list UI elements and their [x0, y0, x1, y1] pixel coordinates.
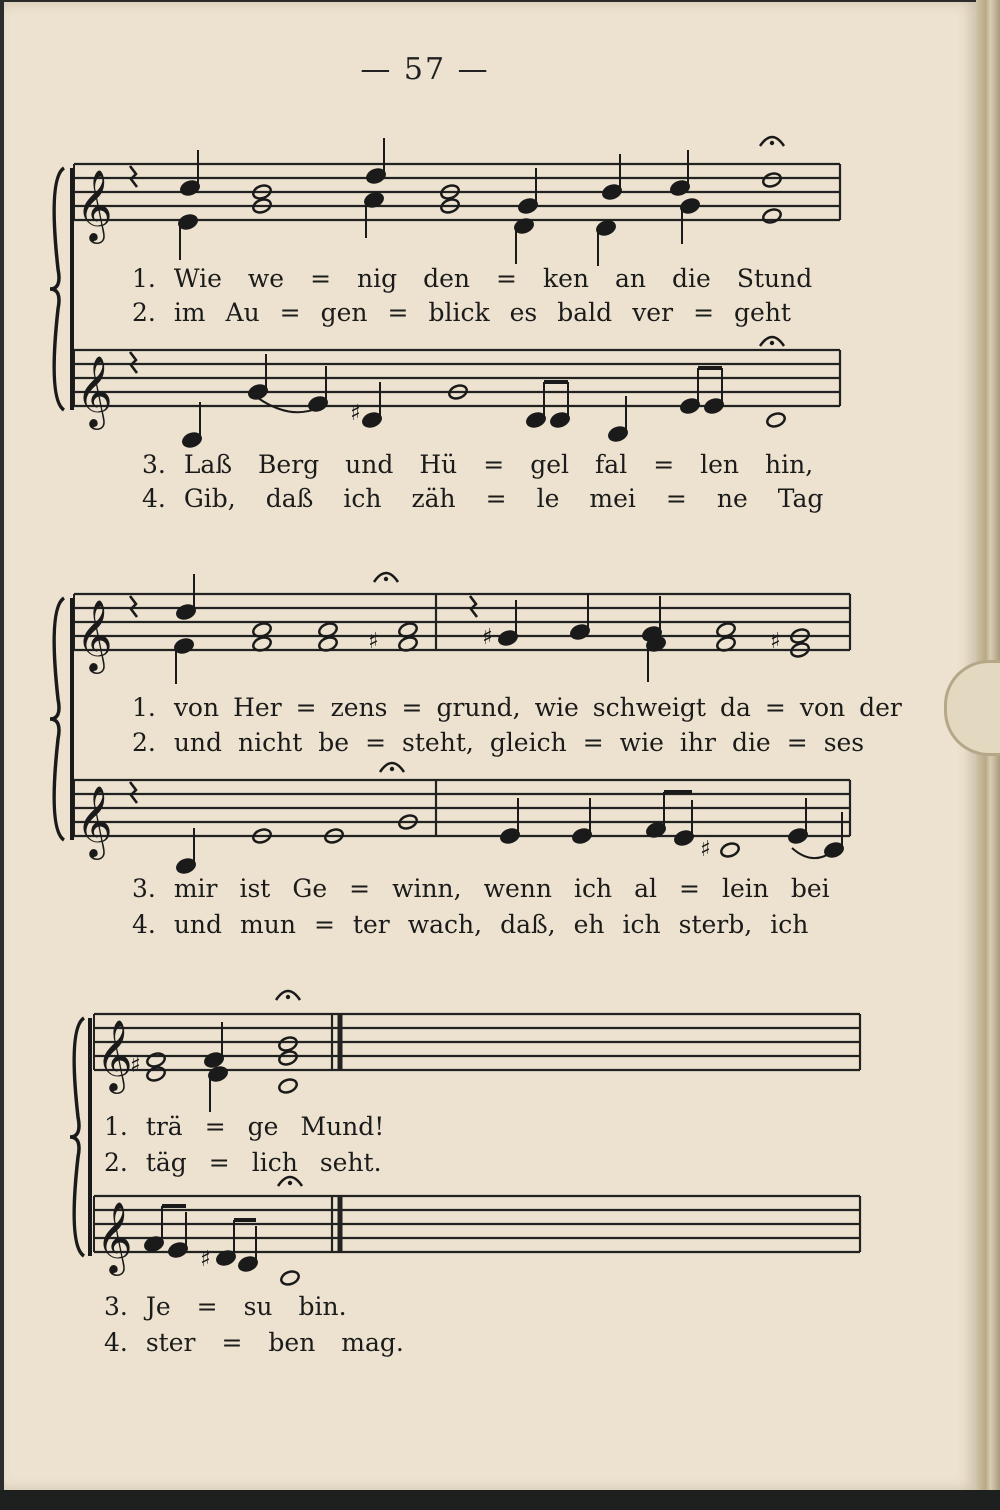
lyric-line-s1-v1	[132, 264, 812, 293]
lyric-syllable: wenn	[483, 874, 553, 903]
sharp-icon: ♯	[200, 1247, 211, 1272]
lyric-words	[164, 910, 809, 939]
lyric-line-s3-v1	[104, 1112, 384, 1141]
lyric-syllable: trä	[145, 1112, 183, 1141]
lyric-syllable: Stund	[736, 264, 813, 293]
lyric-words	[136, 1112, 385, 1141]
lyric-syllable: wie	[534, 693, 579, 722]
lyric-syllable: gel	[530, 450, 570, 479]
lyric-syllable: =	[208, 1148, 230, 1177]
lyric-syllable: wach,	[407, 910, 483, 939]
lyric-syllable: bin.	[298, 1292, 347, 1321]
lyric-syllable: gleich	[489, 728, 567, 757]
lyric-syllable: we	[247, 264, 285, 293]
treble-clef-icon: 𝄞	[76, 168, 113, 241]
system-brace	[50, 598, 64, 840]
lyric-syllable: und	[173, 910, 223, 939]
page-number: — 57 —	[360, 52, 490, 87]
lyric-syllable: Mund!	[300, 1112, 385, 1141]
note	[719, 841, 740, 858]
lyric-syllable: ster	[145, 1328, 196, 1357]
lyric-syllable: an	[615, 264, 647, 293]
sharp-icon: ♯	[130, 1053, 141, 1078]
lyric-syllable: ihr	[679, 728, 716, 757]
lyric-syllable: gen	[320, 298, 368, 327]
sharp-icon: ♯	[700, 837, 711, 862]
lyric-syllable: =	[679, 874, 700, 903]
lyric-syllable: =	[365, 728, 387, 757]
note	[761, 207, 782, 224]
lyric-syllable: =	[665, 484, 687, 513]
lyric-syllable: =	[582, 728, 604, 757]
lyric-syllable: Wie	[173, 264, 222, 293]
lyric-syllable: Gib,	[183, 484, 236, 513]
verse-number: 2.	[104, 1148, 128, 1177]
lyric-syllable: winn,	[392, 874, 462, 903]
lyric-syllable: =	[693, 298, 715, 327]
system-brace	[50, 168, 64, 410]
lyric-syllable: lich	[251, 1148, 298, 1177]
lyric-words	[136, 1292, 347, 1321]
lyric-syllable: schweigt	[592, 693, 706, 722]
lyric-syllable: Hü	[419, 450, 458, 479]
sharp-icon: ♯	[368, 629, 379, 654]
treble-clef-icon: 𝄞	[76, 354, 113, 427]
lyric-syllable: =	[196, 1292, 218, 1321]
treble-clef-icon: 𝄞	[96, 1200, 133, 1273]
verse-number: 3.	[104, 1292, 128, 1321]
lyric-syllable: ich	[574, 874, 613, 903]
lyric-line-s2-v4	[132, 910, 808, 939]
verse-number: 1.	[132, 693, 156, 722]
lyric-syllable: mun	[240, 910, 296, 939]
lyric-syllable: seht.	[319, 1148, 382, 1177]
verse-number: 3.	[132, 874, 156, 903]
note	[145, 1065, 166, 1082]
lyric-syllable: =	[485, 484, 507, 513]
lyric-words	[164, 693, 902, 722]
lyric-syllable: im	[173, 298, 206, 327]
lyric-line-s3-v4	[104, 1328, 404, 1357]
lyric-line-s3-v3	[104, 1292, 347, 1321]
lyric-syllable: daß	[265, 484, 314, 513]
fermata-dot	[384, 577, 388, 581]
fermata-dot	[390, 767, 394, 771]
lyric-syllable: =	[313, 910, 335, 939]
lyric-syllable: mei	[589, 484, 636, 513]
lyric-syllable: ist	[239, 874, 271, 903]
lyric-words	[174, 450, 813, 479]
lyric-syllable: len	[700, 450, 740, 479]
verse-number: 1.	[104, 1112, 128, 1141]
note	[145, 1051, 166, 1068]
quarter-rest-icon	[130, 166, 137, 187]
fermata-dot	[770, 341, 774, 345]
quarter-rest-icon	[470, 596, 477, 617]
lyric-syllable: ich	[343, 484, 382, 513]
lyric-syllable: hin,	[765, 450, 814, 479]
treble-clef-icon: 𝄞	[76, 598, 113, 671]
lyric-syllable: sterb,	[678, 910, 753, 939]
lyric-line-s1-v4	[142, 484, 823, 513]
fermata-dot	[286, 995, 290, 999]
lyric-syllable: =	[204, 1112, 226, 1141]
verse-number: 1.	[132, 264, 156, 293]
sharp-icon: ♯	[770, 629, 781, 654]
verse-number: 4.	[104, 1328, 128, 1357]
lyric-syllable: die	[731, 728, 771, 757]
lyric-syllable: al	[634, 874, 658, 903]
lyric-words	[136, 1148, 382, 1177]
lyric-words	[136, 1328, 404, 1357]
lyric-syllable: blick	[428, 298, 490, 327]
lyric-syllable: von	[799, 693, 846, 722]
lyric-syllable: steht,	[402, 728, 474, 757]
lyric-syllable: bald	[557, 298, 613, 327]
quarter-rest-icon	[130, 782, 137, 803]
verse-number: 3.	[142, 450, 166, 479]
lyric-syllable: ben	[268, 1328, 316, 1357]
lyric-syllable: =	[387, 298, 409, 327]
lyric-syllable: daß,	[500, 910, 556, 939]
lyric-syllable: mag.	[341, 1328, 404, 1357]
note	[765, 411, 786, 428]
note	[277, 1035, 298, 1052]
lyric-syllable: täg	[145, 1148, 187, 1177]
lyric-syllable: zens	[330, 693, 388, 722]
lyric-line-s3-v2	[104, 1148, 382, 1177]
lyric-syllable: ich	[622, 910, 661, 939]
lyric-syllable: fal	[595, 450, 628, 479]
lyric-syllable: bei	[790, 874, 830, 903]
lyric-syllable: und	[173, 728, 223, 757]
lyric-syllable: die	[672, 264, 711, 293]
lyric-syllable: nig	[357, 264, 398, 293]
lyric-line-s1-v3	[142, 450, 813, 479]
lyric-syllable: Ge	[292, 874, 328, 903]
lyric-syllable: den	[423, 264, 471, 293]
note	[277, 1077, 298, 1094]
note	[761, 171, 782, 188]
lyric-syllable: der	[859, 693, 902, 722]
lyric-syllable: =	[786, 728, 808, 757]
lyric-syllable: ter	[352, 910, 390, 939]
verse-number: 4.	[132, 910, 156, 939]
lyric-syllable: da	[719, 693, 751, 722]
lyric-syllable: es	[509, 298, 538, 327]
lyric-syllable: ken	[542, 264, 590, 293]
lyric-syllable: ne	[716, 484, 748, 513]
lyric-words	[164, 874, 830, 903]
note	[277, 1049, 298, 1066]
lyric-syllable: =	[764, 693, 786, 722]
lyric-syllable: be	[318, 728, 350, 757]
lyric-syllable: Je	[145, 1292, 171, 1321]
lyric-syllable: =	[349, 874, 371, 903]
lyric-words	[164, 298, 791, 327]
lyric-syllable: nicht	[238, 728, 303, 757]
lyric-syllable: und	[345, 450, 394, 479]
lyric-syllable: Berg	[258, 450, 320, 479]
quarter-rest-icon	[130, 352, 137, 373]
lyric-words	[164, 264, 812, 293]
system-brace	[70, 1018, 84, 1256]
lyric-syllable: lein	[721, 874, 769, 903]
lyric-syllable: mir	[173, 874, 218, 903]
lyric-syllable: Laß	[183, 450, 233, 479]
lyric-syllable: su	[243, 1292, 273, 1321]
lyric-syllable: =	[653, 450, 675, 479]
lyric-syllable: =	[310, 264, 332, 293]
lyric-syllable: ich	[770, 910, 809, 939]
lyric-syllable: Tag	[777, 484, 824, 513]
lyric-line-s2-v3	[132, 874, 830, 903]
lyric-syllable: =	[221, 1328, 243, 1357]
verse-number: 4.	[142, 484, 166, 513]
lyric-syllable: grund,	[436, 693, 521, 722]
lyric-line-s2-v2	[132, 728, 864, 757]
lyric-syllable: zäh	[411, 484, 456, 513]
lyric-syllable: wie	[619, 728, 664, 757]
lyric-syllable: ses	[823, 728, 865, 757]
lyric-syllable: Au	[225, 298, 260, 327]
quarter-rest-icon	[130, 596, 137, 617]
lyric-syllable: le	[536, 484, 560, 513]
lyric-syllable: eh	[573, 910, 605, 939]
fermata-dot	[288, 1181, 292, 1185]
lyric-syllable: =	[279, 298, 301, 327]
fermata-dot	[770, 141, 774, 145]
lyric-line-s2-v1	[132, 693, 902, 722]
lyric-syllable: =	[496, 264, 517, 293]
lyric-syllable: =	[295, 693, 317, 722]
note	[279, 1269, 300, 1286]
lyric-syllable: ge	[247, 1112, 279, 1141]
lyric-line-s1-v2	[132, 298, 791, 327]
lyric-syllable: =	[401, 693, 423, 722]
verse-number: 2.	[132, 298, 156, 327]
lyric-syllable: Her	[233, 693, 282, 722]
verse-number: 2.	[132, 728, 156, 757]
sharp-icon: ♯	[350, 401, 361, 426]
lyric-syllable: von	[173, 693, 220, 722]
sharp-icon: ♯	[482, 625, 493, 650]
lyric-syllable: geht	[734, 298, 791, 327]
lyric-words	[174, 484, 824, 513]
lyric-syllable: ver	[632, 298, 674, 327]
treble-clef-icon: 𝄞	[76, 784, 113, 857]
treble-clef-icon: 𝄞	[96, 1018, 133, 1091]
lyric-syllable: =	[483, 450, 505, 479]
lyric-words	[164, 728, 864, 757]
